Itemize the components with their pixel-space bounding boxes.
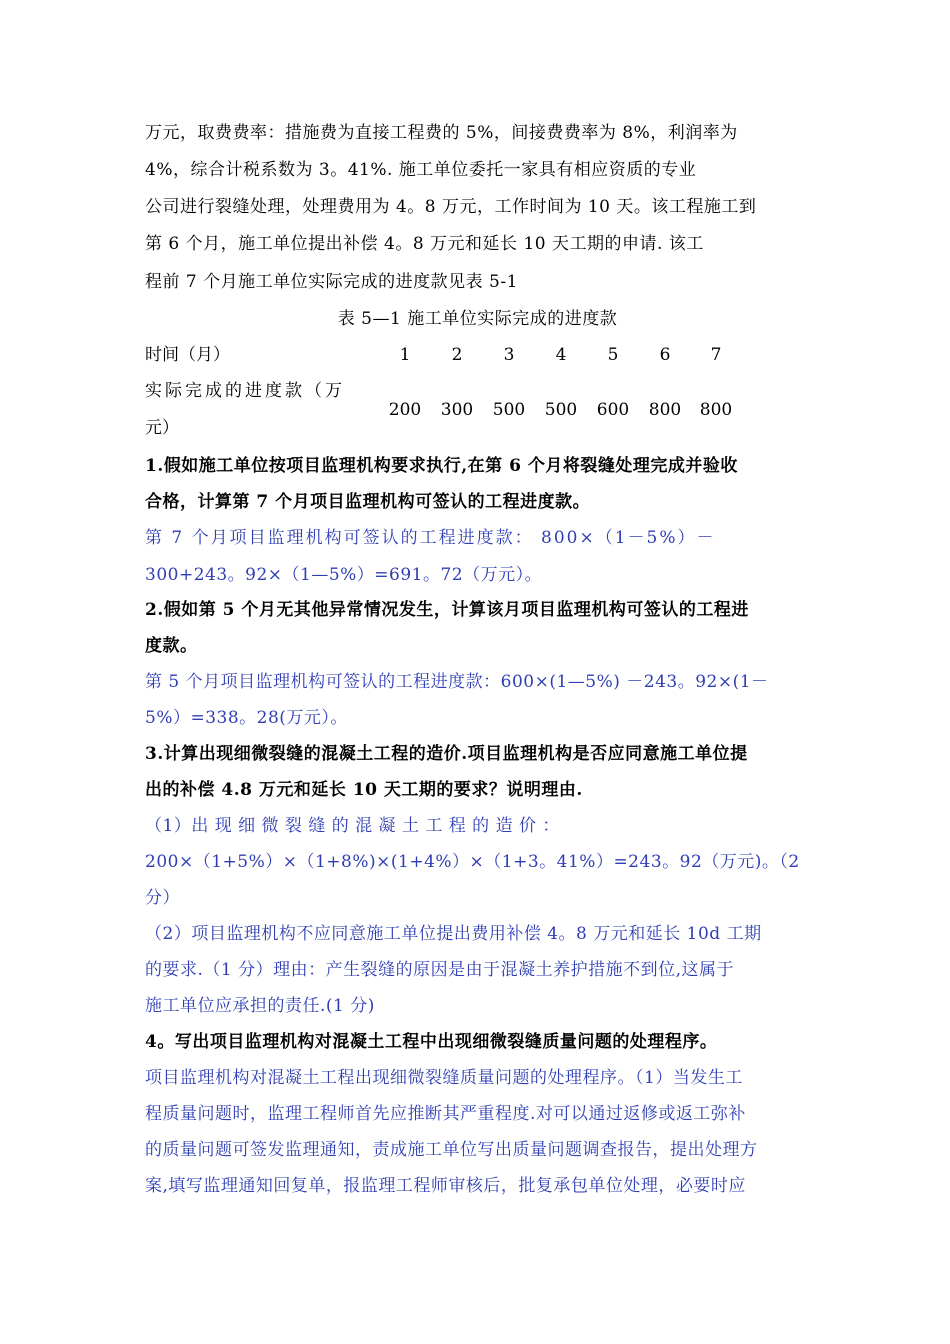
table-value-cell: 500 [492,400,526,420]
answer-3-line-3: 分） [145,888,180,908]
table-value-cell: 600 [596,400,630,420]
table-value-cell: 800 [648,400,682,420]
table-value-cell: 500 [544,400,578,420]
question-3-line-2: 出的补偿 4.8 万元和延长 10 天工期的要求？说明理由. [145,780,583,800]
table-month-cell: 2 [451,345,463,365]
table-value-cell: 300 [440,400,474,420]
answer-4-line-4: 案,填写监理通知回复单，报监理工程师审核后，批复承包单位处理，必要时应 [145,1176,746,1196]
intro-line-3: 公司进行裂缝处理，处理费用为 4。8 万元，工作时间为 10 天。该工程施工到 [145,197,757,217]
intro-line-1: 万元，取费费率：措施费为直接工程费的 5%，间接费费率为 8%，利润率为 [145,123,738,143]
answer-4-line-1: 项目监理机构对混凝土工程出现细微裂缝质量问题的处理程序。（1）当发生工 [145,1068,743,1088]
table-month-cell: 5 [607,345,619,365]
question-3-line-1: 3.计算出现细微裂缝的混凝土工程的造价.项目监理机构是否应同意施工单位提 [145,744,748,764]
table-month-cell: 6 [659,345,671,365]
answer-3-line-2: 200×（1+5%）×（1+8%)×(1+4%）×（1+3。41%）=243。92（万元)。（2 [145,852,800,872]
table-value-cell: 800 [699,400,733,420]
table-row-2-label-line-2: 元） [145,418,179,438]
answer-3-line-1: （1）出 现 细 微 裂 缝 的 混 凝 土 工 程 的 造 价 ： [145,816,560,836]
table-month-cell: 7 [710,345,722,365]
table-month-cell: 3 [503,345,515,365]
answer-1-line-2: 300+243。92×（1—5%）=691。72（万元）。 [145,565,543,585]
answer-4-line-2: 程质量问题时，监理工程师首先应推断其严重程度.对可以通过返修或返工弥补 [145,1104,746,1124]
question-1-line-2: 合格，计算第 7 个月项目监理机构可签认的工程进度款。 [145,492,591,512]
table-month-cell: 4 [555,345,567,365]
question-4-line-1: 4。写出项目监理机构对混凝土工程中出现细微裂缝质量问题的处理程序。 [145,1032,718,1052]
question-2-line-1: 2.假如第 5 个月无其他异常情况发生，计算该月项目监理机构可签认的工程进 [145,600,749,620]
answer-1-line-1: 第 7 个月项目监理机构可签认的工程进度款： 800×（1－5%）－ [145,528,716,548]
table-value-cell: 200 [388,400,422,420]
answer-3-line-6: 施工单位应承担的责任.(1 分) [145,996,375,1016]
answer-4-line-3: 的质量问题可签发监理通知，责成施工单位写出质量问题调查报告，提出处理方 [145,1140,758,1160]
table-row-1-label: 时间（月） [145,345,230,365]
question-2-line-2: 度款。 [145,636,198,656]
table-caption: 表 5—1 施工单位实际完成的进度款 [337,309,618,329]
answer-2-line-2: 5%）=338。28(万元）。 [145,708,348,728]
intro-line-5: 程前 7 个月施工单位实际完成的进度款见表 5-1 [145,272,518,292]
intro-line-2: 4%，综合计税系数为 3。41%. 施工单位委托一家具有相应资质的专业 [145,160,697,180]
answer-3-line-5: 的要求.（1 分）理由：产生裂缝的原因是由于混凝土养护措施不到位,这属于 [145,960,735,980]
table-row-2-label-line-1: 实际完成的进度款（万 [145,381,345,401]
question-1-line-1: 1.假如施工单位按项目监理机构要求执行,在第 6 个月将裂缝处理完成并验收 [145,456,738,476]
answer-2-line-1: 第 5 个月项目监理机构可签认的工程进度款：600×(1—5%) －243。92×(1－ [145,672,769,692]
answer-3-line-4: （2）项目监理机构不应同意施工单位提出费用补偿 4。8 万元和延长 10d 工期 [145,924,762,944]
table-month-cell: 1 [399,345,411,365]
intro-line-4: 第 6 个月，施工单位提出补偿 4。8 万元和延长 10 天工期的申请. 该工 [145,234,704,254]
